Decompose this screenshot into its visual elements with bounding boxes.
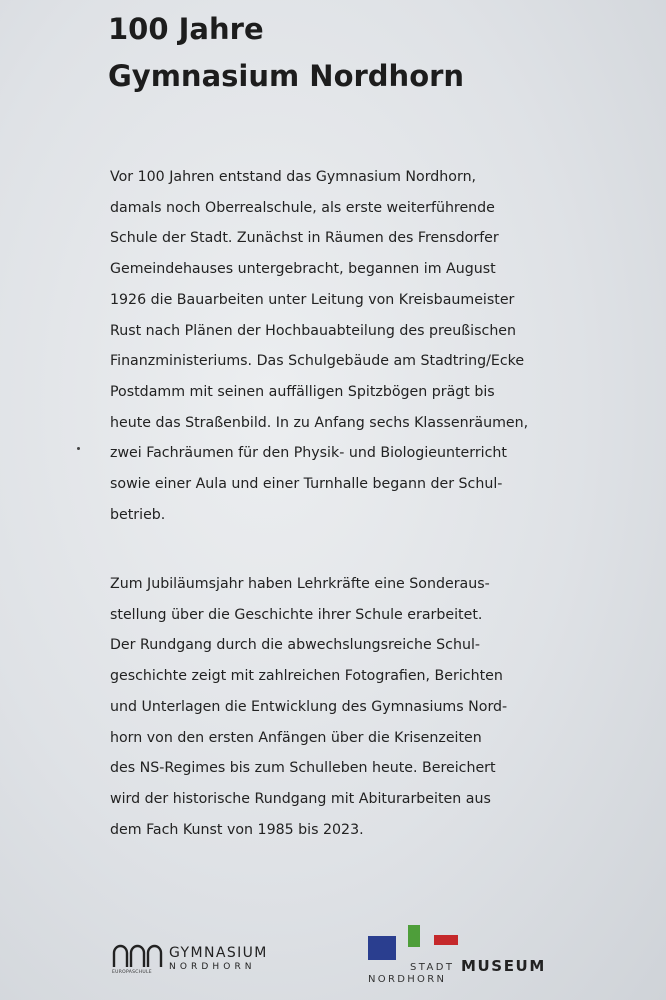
text-line: Rust nach Plänen der Hochbauabteilung des preußischen: [110, 322, 517, 339]
text-line: sowie einer Aula und einer Turnhalle begann der Schul-: [110, 476, 503, 493]
paragraph-exhibition: [110, 569, 507, 845]
green-square-icon: [408, 925, 420, 947]
title-line-2: Gymnasium Nordhorn: [108, 59, 465, 93]
gymnasium-logo: [112, 940, 302, 980]
stadtmuseum-logo: [368, 920, 568, 990]
arches-logo-icon: [112, 942, 164, 968]
text-line: zwei Fachräumen für den Physik- und Biologieunterricht: [110, 445, 507, 462]
text-line: Schule der Stadt. Zunächst in Räumen des Frensdorfer: [110, 230, 499, 247]
text-line: betrieb.: [110, 506, 166, 523]
decorative-dot: [77, 447, 80, 450]
page-title: [108, 6, 464, 100]
text-line: Postdamm mit seinen auffälligen Spitzbögen prägt bis: [110, 383, 495, 400]
text-line: Gemeindehauses untergebracht, begannen im August: [110, 261, 496, 278]
museum-stadt-label: STADT: [410, 962, 455, 973]
text-line: wird der historische Rundgang mit Abiturarbeiten aus: [110, 790, 491, 807]
text-line: horn von den ersten Anfängen über die Krisenzeiten: [110, 729, 482, 746]
text-line: stellung über die Geschichte ihrer Schule erarbeitet.: [110, 606, 483, 623]
text-line: 1926 die Bauarbeiten unter Leitung von Kreisbaumeister: [110, 291, 515, 308]
text-line: Vor 100 Jahren entstand das Gymnasium Nordhorn,: [110, 169, 477, 185]
text-line: geschichte zeigt mit zahlreichen Fotografien, Berichten: [110, 668, 503, 685]
text-line: damals noch Oberrealschule, als erste weiterführende: [110, 199, 495, 216]
museum-city: NORDHORN: [368, 974, 447, 985]
text-line: des NS-Regimes bis zum Schulleben heute. Bereichert: [110, 760, 496, 777]
text-line: Der Rundgang durch die abwechslungsreiche Schul-: [110, 637, 481, 654]
title-line-1: 100 Jahre: [108, 12, 264, 46]
paragraph-history: [110, 162, 528, 530]
gymnasium-name: GYMNASIUM: [169, 945, 268, 961]
museum-name: MUSEUM: [461, 957, 546, 975]
text-line: heute das Straßenbild. In zu Anfang sechs Klassenräumen,: [110, 414, 529, 431]
text-line: Zum Jubiläumsjahr haben Lehrkräfte eine Sonderaus-: [110, 576, 490, 592]
text-line: Finanzministeriums. Das Schulgebäude am Stadtring/Ecke: [110, 353, 525, 370]
gymnasium-tagline: EUROPASCHULE: [112, 970, 152, 975]
text-line: und Unterlagen die Entwicklung des Gymnasiums Nord-: [110, 698, 508, 715]
blue-square-icon: [368, 936, 396, 960]
text-line: dem Fach Kunst von 1985 bis 2023.: [110, 821, 364, 838]
red-square-icon: [434, 935, 458, 945]
gymnasium-city: NORDHORN: [169, 962, 256, 972]
